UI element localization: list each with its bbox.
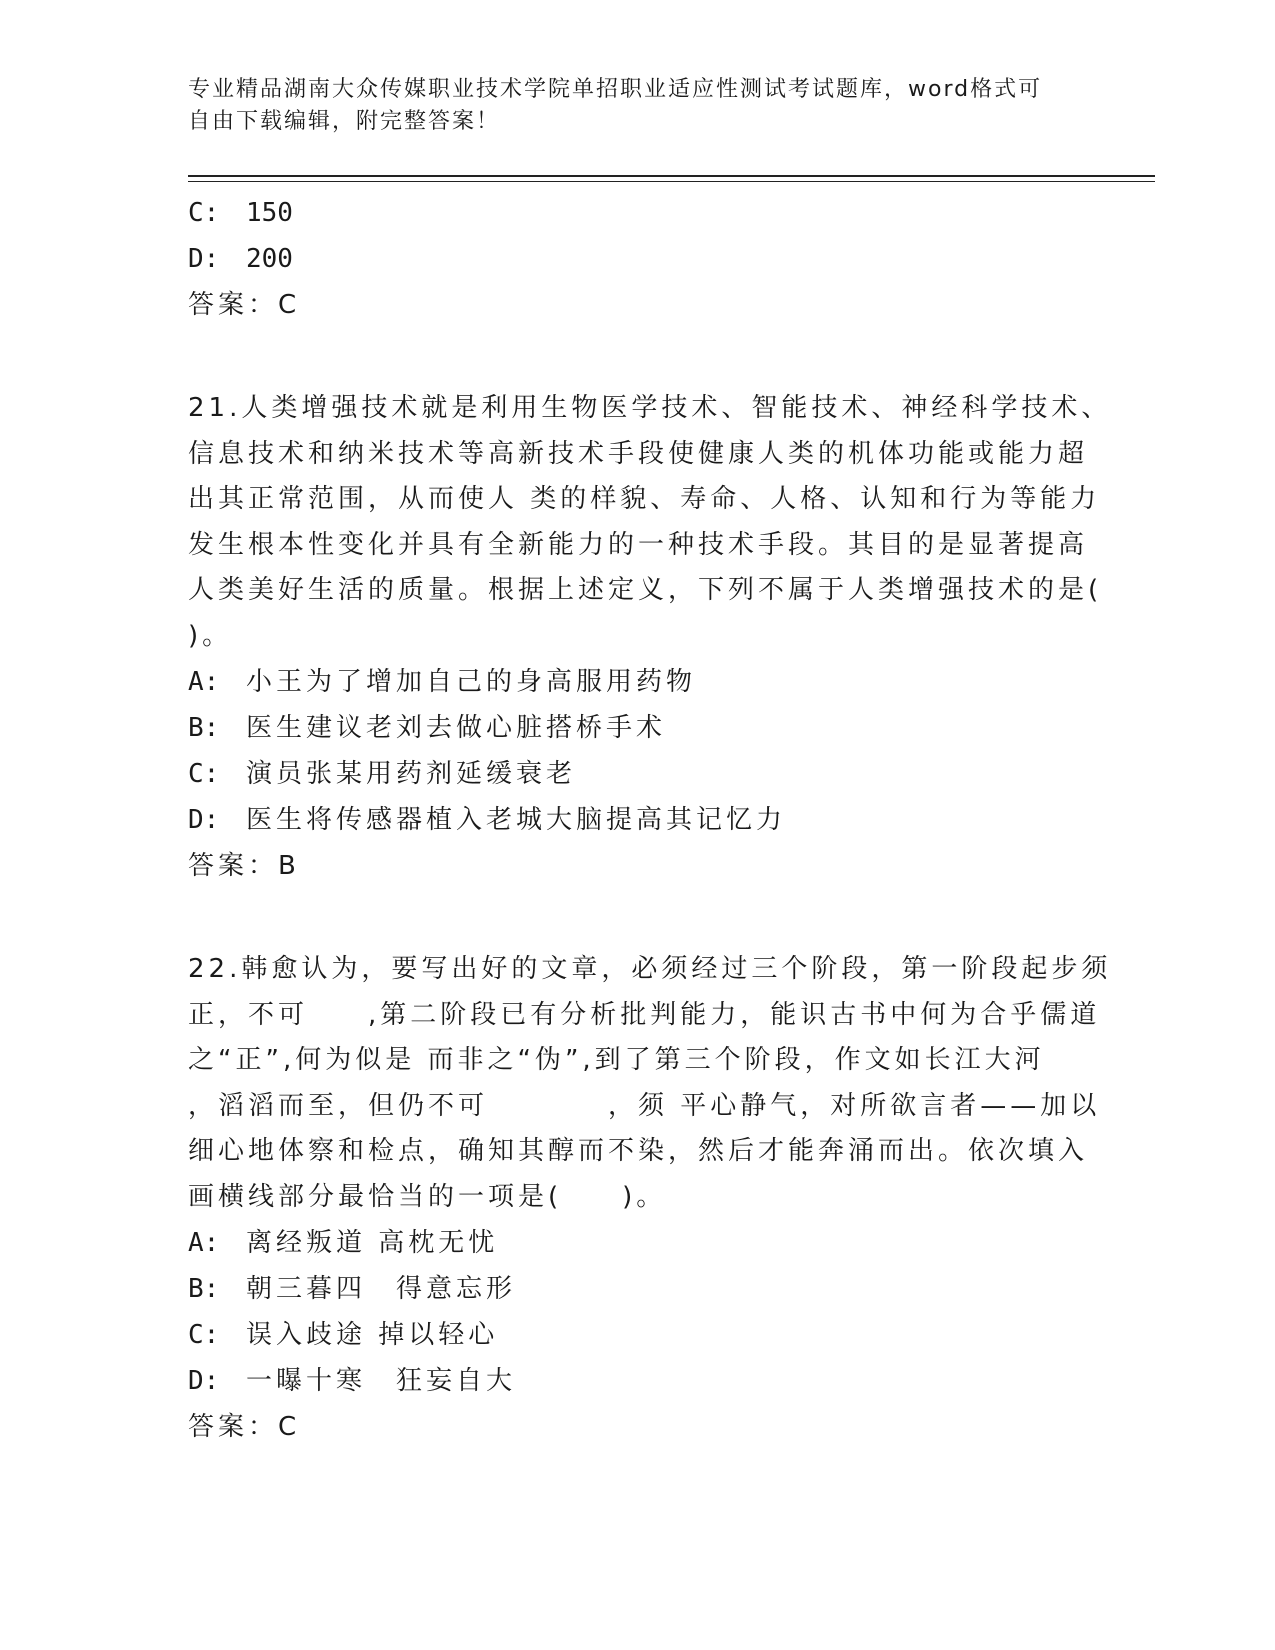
header-divider-thick (188, 175, 1155, 177)
option-key: B: (188, 1274, 220, 1304)
option-text: 150 (246, 198, 293, 228)
option-text: 医生建议老刘去做心脏搭桥手术 (246, 713, 667, 743)
option-text: 误入歧途 掉以轻心 (246, 1320, 499, 1350)
header-line-2: 自由下载编辑，附完整答案！ (188, 109, 501, 134)
option-text: 演员张某用药剂延缓衰老 (246, 759, 577, 789)
header-line-1: 专业精品湖南大众传媒职业技术学院单招职业适应性测试考试题库，word格式可 (188, 77, 1043, 102)
option-key: B: (188, 713, 220, 743)
option-b (188, 1266, 1088, 1312)
question-21 (188, 386, 1112, 889)
option-c (188, 190, 1088, 236)
answer-line: 答案：C (188, 1412, 301, 1442)
stem-line: 22.韩愈认为，要写出好的文章，必须经过三个阶段，第一阶段起步须 (188, 954, 1112, 984)
answer-line: 答案：C (188, 290, 301, 320)
stem-line: 发生根本性变化并具有全新能力的一种技术手段。其目的是显著提高 (188, 529, 1089, 560)
option-text: 医生将传感器植入老城大脑提高其记忆力 (246, 805, 787, 835)
page-header (188, 74, 1068, 138)
option-text: 一曝十寒 狂妄自大 (246, 1366, 517, 1396)
option-text: 小王为了增加自己的身高服用药物 (246, 667, 697, 697)
option-c (188, 751, 1088, 797)
header-divider-thin (188, 181, 1155, 182)
option-key: A: (188, 1228, 220, 1258)
option-c (188, 1312, 1088, 1358)
stem-line: )。 (188, 620, 233, 651)
question-stem (188, 947, 1112, 1220)
stem-line: 细心地体察和检点，确知其醇而不染，然后才能奔涌而出。依次填入 (188, 1136, 1089, 1166)
answer-line: 答案：B (188, 851, 300, 881)
question-stem (188, 386, 1112, 659)
option-key: D: (188, 244, 220, 274)
question-22 (188, 947, 1112, 1450)
stem-line: 之“正”,何为似是 而非之“伪”,到了第三个阶段，作文如长江大河 (188, 1045, 1045, 1075)
document-body (188, 190, 1112, 1450)
stem-line: 正，不可 ,第二阶段已有分析批判能力，能识古书中何为合乎儒道 (188, 999, 1101, 1030)
option-key: C: (188, 1320, 220, 1350)
stem-line: 画横线部分最恰当的一项是( )。 (188, 1181, 667, 1212)
option-text: 离经叛道 高枕无忧 (246, 1228, 499, 1258)
stem-line: 人类美好生活的质量。根据上述定义，下列不属于人类增强技术的是( (188, 575, 1103, 605)
option-a (188, 659, 1088, 705)
option-d (188, 1358, 1088, 1404)
option-a (188, 1220, 1088, 1266)
option-key: D: (188, 1366, 220, 1396)
option-key: C: (188, 198, 220, 228)
option-d (188, 236, 1088, 282)
option-key: D: (188, 805, 220, 835)
option-d (188, 797, 1088, 843)
stem-line: 出其正常范围，从而使人 类的样貌、寿命、人格、认知和行为等能力 (188, 484, 1101, 514)
prev-question-block (188, 190, 1088, 328)
option-b (188, 705, 1088, 751)
stem-line: ，滔滔而至，但仍不可 ，须 平心静气，对所欲言者——加以 (188, 1090, 1101, 1121)
option-text: 200 (246, 244, 293, 274)
option-key: A: (188, 667, 220, 697)
option-text: 朝三暮四 得意忘形 (246, 1274, 517, 1304)
stem-line: 21.人类增强技术就是利用生物医学技术、智能技术、神经科学技术、 (188, 393, 1112, 423)
stem-line: 信息技术和纳米技术等高新技术手段使健康人类的机体功能或能力超 (188, 438, 1089, 469)
option-key: C: (188, 759, 220, 789)
